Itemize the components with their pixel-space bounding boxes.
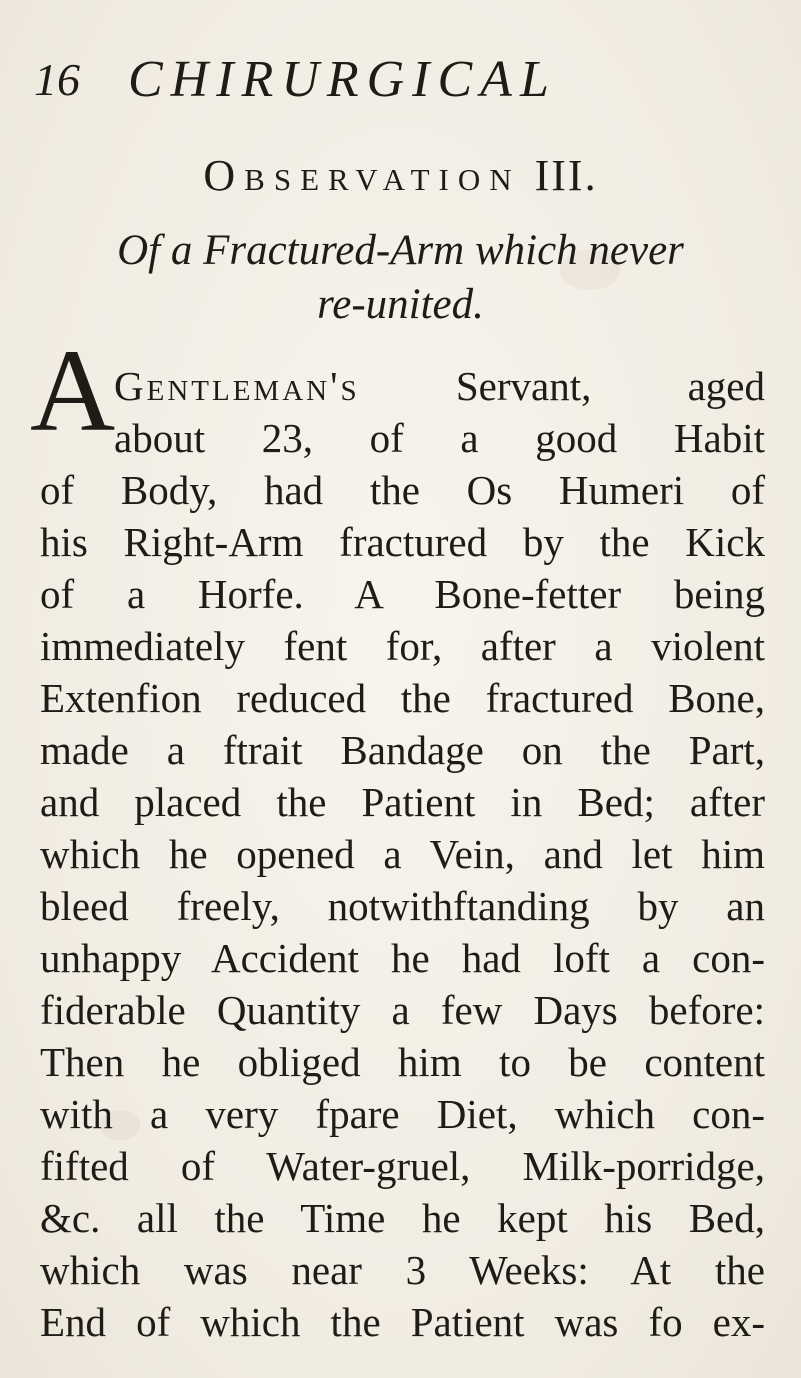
text-line: bleed freely, notwithftanding by an [40,883,765,929]
text-line: about 23, of a good Habit [114,415,765,461]
text-line: of a Horfe. A Bone-fetter being [40,571,765,617]
observation-number: III. [534,151,598,200]
text-line: Extenfion reduced the fractured Bone, [40,675,765,721]
text-line: his Right-Arm fractured by the Kick [40,519,765,565]
text-line: Then he obliged him to be content [40,1039,765,1085]
observation-label: Observation [203,151,521,200]
running-head: CHIRURGICAL [128,51,557,108]
text-line: End of which the Patient was fo ex- [40,1299,765,1345]
subtitle-line: re-united. [317,281,484,328]
text-line: made a ftrait Bandage on the Part, [40,727,765,773]
text-line: and placed the Patient in Bed; after [40,779,765,825]
text-line-rest: Servant, aged [359,363,765,409]
text-line: unhappy Accident he had loft a con- [40,935,765,981]
text-line: which was near 3 Weeks: At the [40,1247,765,1293]
text-line: immediately fent for, after a violent [40,623,765,669]
text-line: with a very fpare Diet, which con- [40,1091,765,1137]
text-line: &c. all the Time he kept his Bed, [40,1195,765,1241]
text-line: fifted of Water-gruel, Milk-porridge, [40,1143,765,1189]
text-line: of Body, had the Os Humeri of [40,467,765,513]
text-line: which he opened a Vein, and let him [40,831,765,877]
text-line [114,360,765,412]
text-line: fiderable Quantity a few Days before: [40,987,765,1033]
drop-cap: A [30,325,116,456]
subtitle-line: Of a Fractured-Arm which never [117,227,684,274]
small-caps-word: Gentleman's [114,363,360,409]
page-number: 16 [34,54,80,105]
